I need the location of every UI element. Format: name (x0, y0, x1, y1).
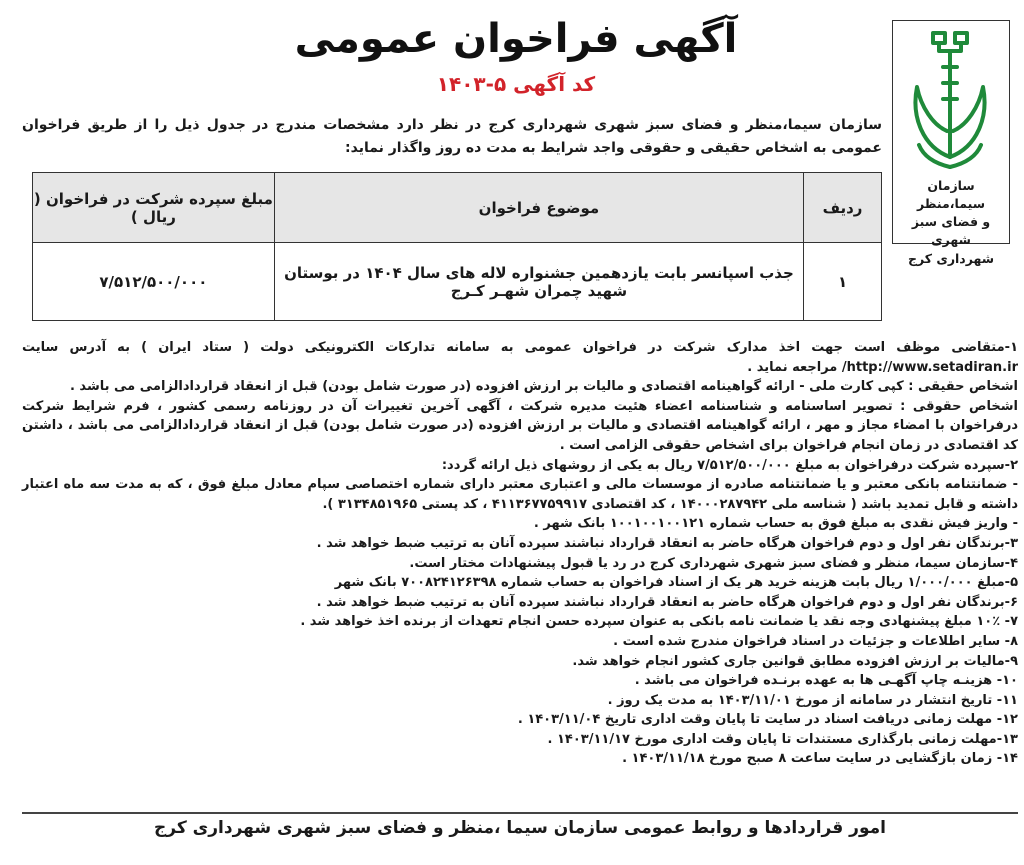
header-row-number: ردیف (804, 173, 882, 243)
cell-deposit: ۷/۵۱۲/۵۰۰/۰۰۰ (33, 243, 275, 321)
term-item: ۴-سازمان سیما، منظر و فضای سبز شهری شهرداری کرج در رد یا قبول پیشنهادات مختار است. (409, 555, 1018, 571)
term-item: ۹-مالیات بر ارزش افزوده مطابق قوانین جاری کشور انجام خواهد شد. (572, 653, 1018, 669)
term-item: ۳-برندگان نفر اول و دوم فراخوان هرگاه حاضر به انعقاد قرارداد نباشند سپرده آنان به ترتیب ضبط خواهد شد . (316, 535, 1018, 551)
term-item: ۷- ۱۰٪ مبلغ پیشنهادی وجه نقد یا ضمانت نامه بانکی به عنوان سپرده حسن انجام تعهدات از برنده اخذ خواهد شد . (300, 614, 1018, 630)
notice-code: کد آگهی ۵-۱۴۰۳ (436, 72, 596, 96)
term-item: اشخاص حقوقی : تصویر اساسنامه و شناسنامه اعضاء هئیت مدیره شرکت ، آگهی آخرین تغییرات آن در روزنامه رسمی کشور ، فرم شرایط شرکت درفراخوان با امضاء مجاز و مهر ، ارائه گواهینامه اقتصادی و مالیات بر ارزش افزوده (در صورت شامل بودن) قبل از انعقاد قراردادالزامی می باشد ، داشتن کد اقتصادی در زمان انجام فراخوان برای اشخاص حقوقی الزامی است . (22, 398, 1018, 453)
notice-page (6, 6, 1018, 859)
term-item: ۱۱- تاریخ انتشار در سامانه از مورخ ۱۴۰۳/۱۱/۰۱ به مدت یک روز . (607, 692, 1018, 708)
cell-row-number: ۱ (804, 243, 882, 321)
header-deposit: مبلغ سپرده شرکت در فراخوان ( ریال ) (33, 173, 275, 243)
logo-caption-line: شهرداری کرج (907, 250, 995, 266)
logo-caption (893, 177, 1009, 268)
term-item: - ضمانتنامه بانکی معتبر و یا ضمانتنامه صادره از موسسات مالی و اعتباری معتبر دارای شماره اختصاصی سپام معادل مبلغ فوق ، که به مدت سه ماه اعتبار داشته و قابل تمدید باشد ( شناسه ملی ۱۴۰۰۰۲۸۷۹۴۲ ، کد اقتصادی ۴۱۱۳۶۷۷۵۹۹۱۷ ، کد پستی ۳۱۳۴۸۵۱۹۶۵ ). (22, 477, 1018, 512)
intro-paragraph: سازمان سیما،منظر و فضای سبز شهری شهرداری کرج در نظر دارد مشخصات مندرج در جدول ذیل را از طریق فراخوان عمومی به اشخاص حقیقی و حقوقی واجد شرایط به مدت ده روز واگذار نماید: (22, 117, 882, 156)
organization-logo-box (892, 20, 1010, 266)
call-table (32, 172, 882, 321)
logo-caption-line: سازمان سیما،منظر (916, 178, 985, 212)
term-item: ۲-سپرده شرکت درفراخوان به مبلغ ۷/۵۱۲/۵۰۰/۰۰۰ ریال به یکی از روشهای ذیل ارائه گردد: (441, 457, 1018, 473)
term-item: اشخاص حقیقی : کپی کارت ملی - ارائه گواهینامه اقتصادی و مالیات بر ارزش افزوده (در صورت شامل بودن) قبل از انعقاد قراردادالزامی می باشد . (69, 379, 1018, 395)
header-subject: موضوع فراخوان (274, 173, 803, 243)
term-item: ۱-متقاضی موظف است جهت اخذ مدارک شرکت در فراخوان عمومی به سامانه تدارکات الکترونیکی دولت ( ستاد ایران ) به آدرس سایت http://www.setadiran.ir/ مراجعه نماید . (22, 340, 1018, 375)
term-item: ۵-مبلغ ۱/۰۰۰/۰۰۰ ریال بابت هزینه خرید هر یک از اسناد فراخوان به حساب شماره ۷۰۰۸۲۴۱۲۶۳۹۸ بانک شهر (334, 575, 1018, 591)
logo-caption-line: و فضای سبز شهری (911, 214, 991, 248)
footer-divider (22, 812, 1018, 814)
table-row (33, 243, 882, 321)
cell-subject: جذب اسپانسر بابت یازدهمین جشنواره لاله های سال ۱۴۰۴ در بوستان شهید چمران شهـر کـرج (274, 243, 803, 321)
term-item: ۱۳-مهلت زمانی بارگذاری مستندات تا پایان وقت اداری مورخ ۱۴۰۳/۱۱/۱۷ . (547, 731, 1018, 747)
term-item: ۱۰- هزینـه چاپ آگهـی ها به عهده برنـده فراخوان می باشد . (634, 673, 1018, 689)
footer-text: امور قراردادها و روابط عمومی سازمان سیما ،منظر و فضای سبز شهری شهرداری کرج (154, 818, 886, 838)
term-item: ۱۴- زمان بازگشایی در سایت ساعت ۸ صبح مورخ ۱۴۰۳/۱۱/۱۸ . (622, 751, 1018, 767)
term-item: ۸- سایر اطلاعات و جزئیات در اسناد فراخوان مندرج شده است . (613, 633, 1018, 649)
term-item: ۱۲- مهلت زمانی دریافت اسناد در سایت تا پایان وقت اداری تاریخ ۱۴۰۳/۱۱/۰۴ . (517, 712, 1018, 728)
term-item: ۶-برندگان نفر اول و دوم فراخوان هرگاه حاضر به انعقاد قرارداد نباشند سپرده آنان به ترتیب ضبط خواهد شد . (316, 594, 1018, 610)
table-header-row (33, 173, 882, 243)
terms-list (22, 338, 1018, 769)
notice-title: آگهی فراخوان عمومی (294, 16, 738, 62)
tulip-emblem-icon (903, 27, 999, 177)
term-item: - واریز فیش نقدی به مبلغ فوق به حساب شماره ۱۰۰۱۰۰۱۰۰۱۲۱ بانک شهر . (533, 516, 1018, 532)
